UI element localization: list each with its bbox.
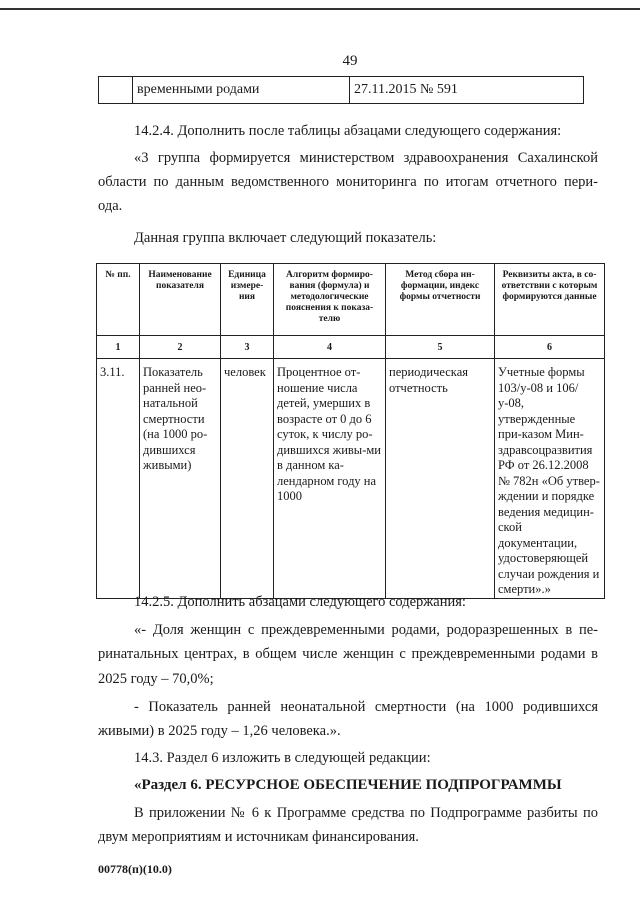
quote-group3-line2: области по данным ведомственного мониторинга по итогам отчетного пери- bbox=[98, 174, 598, 190]
quote-women-line1: «- Доля женщин с преждевременными родами, родоразрешенных в пе- bbox=[134, 622, 598, 638]
header-indicator-name: Наименование показателя bbox=[140, 264, 221, 336]
continuation-cell-3: 27.11.2015 № 591 bbox=[350, 77, 584, 104]
appendix-line2: двум мероприятиям и источникам финансирования. bbox=[98, 829, 419, 845]
indicator-table bbox=[96, 263, 605, 599]
col-number-4: 4 bbox=[274, 336, 386, 359]
footer-document-code: 00778(п)(10.0) bbox=[98, 862, 172, 876]
col-number-5: 5 bbox=[386, 336, 495, 359]
page-number: 49 bbox=[342, 53, 358, 69]
continuation-cell-2: временными родами bbox=[133, 77, 350, 104]
cell-algorithm: Процентное от-ношение числа детей, умерших в возрасте от 0 до 6 суток, к числу ро-дившихся живы-ми в данном ка-лендарном году на 1000 bbox=[274, 359, 386, 599]
table-number-row bbox=[97, 336, 605, 359]
quote-group3-line3: ода. bbox=[98, 198, 123, 214]
appendix-line1: В приложении № 6 к Программе средства по Подпрограмме разбиты по bbox=[134, 805, 598, 821]
quote-mortality-line2: живыми) в 2025 году – 1,26 человека.». bbox=[98, 723, 341, 739]
cell-row-number: 3.11. bbox=[97, 359, 140, 599]
top-border-line bbox=[0, 8, 640, 10]
cell-act-details: Учетные формы 103/у-08 и 106/у-08, утвержденные при-казом Мин-здравсоцразвития РФ от 26.12.2008 № 782н «Об утвер-ждении и порядке ведения медицин-ской документации, удостоверяющей случаи рождения и смерти».» bbox=[495, 359, 605, 599]
col-number-1: 1 bbox=[97, 336, 140, 359]
quote-mortality-line1: - Показатель ранней неонатальной смертности (на 1000 родившихся bbox=[134, 699, 598, 715]
paragraph-14-2-4: 14.2.4. Дополнить после таблицы абзацами следующего содержания: bbox=[134, 123, 562, 139]
quote-group3-line1: «3 группа формируется министерством здравоохранения Сахалинской bbox=[134, 150, 598, 166]
header-collection-method: Метод сбора ин-формации, индекс формы отчетности bbox=[386, 264, 495, 336]
continuation-cell-1 bbox=[99, 77, 133, 104]
continuation-table bbox=[98, 76, 584, 104]
table-header-row bbox=[97, 264, 605, 336]
col-number-6: 6 bbox=[495, 336, 605, 359]
quote-women-line2: ринатальных центрах, в общем числе женщин с преждевременными родами в bbox=[98, 646, 598, 662]
header-algorithm: Алгоритм формиро-вания (формула) и методологические пояснения к показа-телю bbox=[274, 264, 386, 336]
col-number-2: 2 bbox=[140, 336, 221, 359]
paragraph-14-2-5: 14.2.5. Дополнить абзацами следующего содержания: bbox=[134, 594, 466, 610]
section-6-heading: «Раздел 6. РЕСУРСНОЕ ОБЕСПЕЧЕНИЕ ПОДПРОГРАММЫ bbox=[134, 777, 562, 793]
table-row bbox=[97, 359, 605, 599]
table-row bbox=[99, 77, 584, 104]
header-number: № пп. bbox=[97, 264, 140, 336]
cell-unit: человек bbox=[221, 359, 274, 599]
header-unit: Единица измере-ния bbox=[221, 264, 274, 336]
header-act-details: Реквизиты акта, в со-ответствии с которым формируются данные bbox=[495, 264, 605, 336]
quote-women-line3: 2025 году – 70,0%; bbox=[98, 671, 214, 687]
paragraph-14-3: 14.3. Раздел 6 изложить в следующей редакции: bbox=[134, 750, 431, 766]
group-includes-text: Данная группа включает следующий показатель: bbox=[134, 230, 437, 246]
cell-indicator-name: Показатель ранней нео-натальной смертности (на 1000 ро-дившихся живыми) bbox=[140, 359, 221, 599]
col-number-3: 3 bbox=[221, 336, 274, 359]
cell-collection-method: периодическая отчетность bbox=[386, 359, 495, 599]
